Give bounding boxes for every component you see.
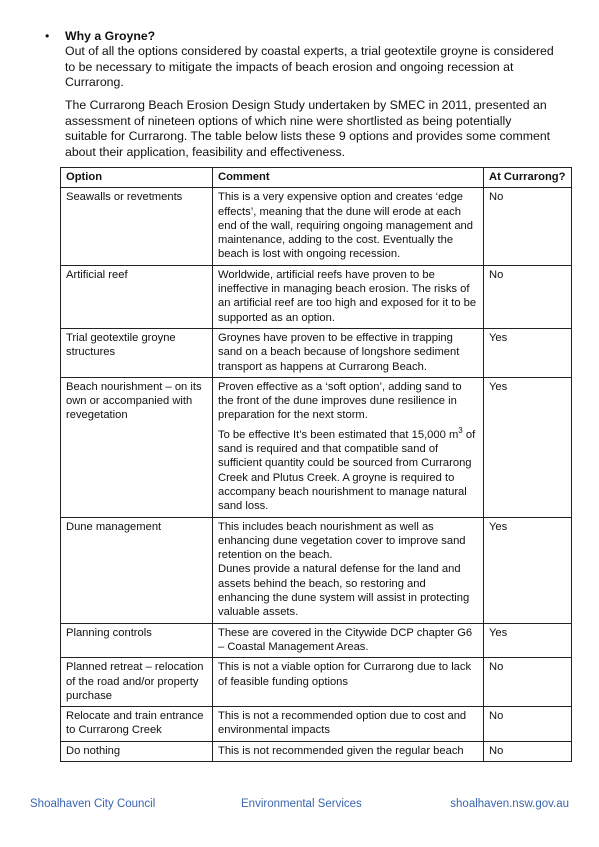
- comment-text: of sand is required and that compatible sand of sufficient quantity could be sourced from Currarong Creek and Plutus Creek. A groyne is required to accompany beach nourishment to manage natural sand loss.: [218, 428, 476, 513]
- option-cell: Seawalls or revetments: [61, 188, 213, 265]
- header-comment: Comment: [213, 168, 484, 188]
- section-heading: Why a Groyne?: [65, 29, 156, 43]
- comment-cell: This is not a recommended option due to cost and environmental impacts: [213, 707, 484, 742]
- bullet-icon: •: [45, 29, 50, 43]
- at-currarong-cell: Yes: [484, 517, 572, 623]
- comment-part: This includes beach nourishment as well as enhancing dune vegetation cover to improve sand retention on the beach.: [218, 520, 466, 562]
- header-option: Option: [61, 168, 213, 188]
- at-currarong-cell: Yes: [484, 377, 572, 517]
- comment-cell: Groynes have proven to be effective in trapping sand on a beach because of longshore sediment transport as happens at Currarong Beach.: [213, 328, 484, 377]
- option-cell: Do nothing: [61, 741, 213, 761]
- table-row: [61, 741, 572, 761]
- table-row: [61, 188, 572, 265]
- comment-cell: This is not recommended given the regular beach: [213, 741, 484, 761]
- header-at-currarong: At Currarong?: [484, 168, 572, 188]
- at-currarong-cell: Yes: [484, 328, 572, 377]
- study-paragraph: The Currarong Beach Erosion Design Study undertaken by SMEC in 2011, presented an assessment of nineteen options of which nine were shortlisted as being potentially suitable for Currarong. The table below lists these 9 options and provides some comment about their application, feasibility and effectiveness.: [65, 98, 551, 159]
- comment-cell: [213, 377, 484, 517]
- option-cell: Planning controls: [61, 623, 213, 658]
- comment-part: Proven effective as a ‘soft option’, adding sand to the front of the dune improves dune resilience in preparation for the next storm.: [218, 380, 462, 422]
- option-cell: Relocate and train entrance to Currarong Creek: [61, 707, 213, 742]
- option-cell: Artificial reef: [61, 265, 213, 328]
- footer-council: Shoalhaven City Council: [30, 798, 156, 810]
- option-cell: Trial geotextile groyne structures: [61, 328, 213, 377]
- table-row: [61, 377, 572, 517]
- footer-department: Environmental Services: [241, 798, 362, 810]
- table-row: [61, 707, 572, 742]
- comment-cell: This is a very expensive option and creates ‘edge effects’, meaning that the dune will erode at each end of the wall, requiring ongoing management and maintenance, adding to the cost. Eventually the beach is lost with ongoing recession.: [213, 188, 484, 265]
- option-cell: Beach nourishment – on its own or accompanied with revegetation: [61, 377, 213, 517]
- table-header-row: [61, 168, 572, 188]
- comment-part: Dunes provide a natural defense for the land and assets behind the beach, so restoring and enhancing the dune system will assist in protecting valuable assets.: [218, 563, 470, 619]
- comment-text: To be effective It’s been estimated that 15,000 m: [218, 428, 459, 441]
- at-currarong-cell: No: [484, 707, 572, 742]
- at-currarong-cell: Yes: [484, 623, 572, 658]
- at-currarong-cell: No: [484, 658, 572, 707]
- comment-cell: This is not a viable option for Currarong due to lack of feasible funding options: [213, 658, 484, 707]
- comment-part: [218, 425, 478, 514]
- comment-cell: [213, 517, 484, 623]
- table-row: [61, 517, 572, 623]
- options-table: [60, 167, 572, 762]
- comment-cell: Worldwide, artificial reefs have proven to be ineffective in managing beach erosion. The risks of an artificial reef are too high and exposed for it to be supported as an option.: [213, 265, 484, 328]
- footer-website: shoalhaven.nsw.gov.au: [450, 798, 569, 810]
- table-row: [61, 658, 572, 707]
- superscript: 3: [458, 425, 463, 435]
- table-row: [61, 623, 572, 658]
- intro-paragraph: Out of all the options considered by coastal experts, a trial geotextile groyne is considered to be necessary to mitigate the impacts of beach erosion and ongoing recession at Currarong.: [65, 44, 554, 89]
- option-cell: Dune management: [61, 517, 213, 623]
- at-currarong-cell: No: [484, 188, 572, 265]
- table-row: [61, 265, 572, 328]
- at-currarong-cell: No: [484, 265, 572, 328]
- table-row: [61, 328, 572, 377]
- at-currarong-cell: No: [484, 741, 572, 761]
- comment-cell: These are covered in the Citywide DCP chapter G6 – Coastal Management Areas.: [213, 623, 484, 658]
- option-cell: Planned retreat – relocation of the road and/or property purchase: [61, 658, 213, 707]
